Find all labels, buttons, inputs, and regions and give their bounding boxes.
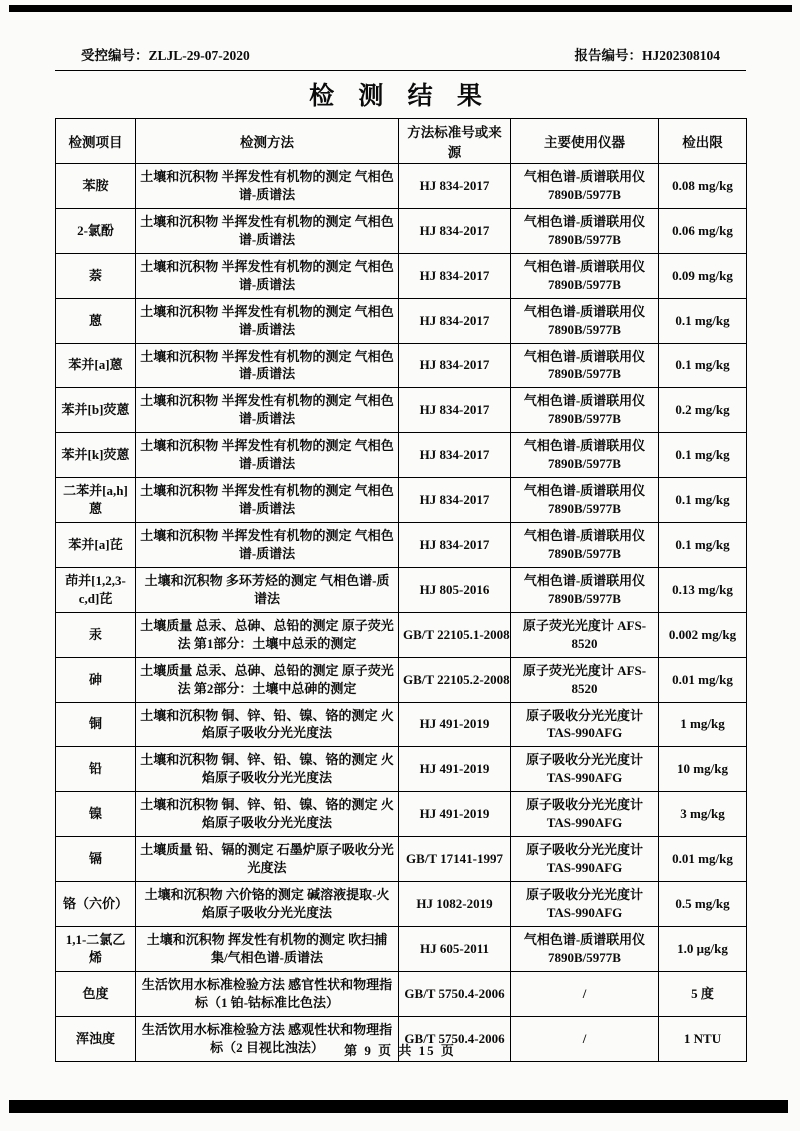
cell-item: 萘 [56,253,136,298]
cell-instrument: 原子吸收分光光度计 TAS-990AFG [511,792,659,837]
cell-standard: HJ 834-2017 [399,388,511,433]
cell-standard: GB/T 22105.1-2008 [399,612,511,657]
cell-instrument: / [511,1016,659,1061]
cell-limit: 0.002 mg/kg [659,612,747,657]
cell-method: 土壤和沉积物 挥发性有机物的测定 吹扫捕集/气相色谱-质谱法 [136,926,399,971]
cell-item: 色度 [56,971,136,1016]
table-row [56,702,747,747]
cell-standard: HJ 805-2016 [399,567,511,612]
cell-limit: 5 度 [659,971,747,1016]
cell-standard: GB/T 5750.4-2006 [399,971,511,1016]
cell-standard: HJ 605-2011 [399,926,511,971]
cell-instrument: 原子吸收分光光度计 TAS-990AFG [511,702,659,747]
cell-limit: 0.13 mg/kg [659,567,747,612]
cell-limit: 0.06 mg/kg [659,208,747,253]
cell-method: 土壤和沉积物 铜、锌、铅、镍、铬的测定 火焰原子吸收分光光度法 [136,792,399,837]
scan-artifact-top-bar [9,5,792,12]
report-number [574,44,720,64]
cell-limit: 0.1 mg/kg [659,298,747,343]
cell-standard: HJ 834-2017 [399,253,511,298]
cell-limit: 0.01 mg/kg [659,837,747,882]
cell-limit: 0.1 mg/kg [659,478,747,523]
cell-item: 砷 [56,657,136,702]
table-row [56,657,747,702]
table-row [56,343,747,388]
cell-method: 土壤和沉积物 半挥发性有机物的测定 气相色谱-质谱法 [136,253,399,298]
cell-standard: GB/T 17141-1997 [399,837,511,882]
cell-instrument: 气相色谱-质谱联用仪 7890B/5977B [511,343,659,388]
table-row [56,298,747,343]
column-header-instrument: 主要使用仪器 [511,119,659,164]
cell-standard: HJ 834-2017 [399,478,511,523]
cell-instrument: 原子吸收分光光度计 TAS-990AFG [511,747,659,792]
cell-limit: 0.01 mg/kg [659,657,747,702]
cell-instrument: 气相色谱-质谱联用仪 7890B/5977B [511,567,659,612]
column-header-standard: 方法标准号或来源 [399,119,511,164]
results-table-body [56,164,747,1062]
page-number-footer: 第 9 页 共 15 页 [344,1043,456,1058]
controlled-number-value: ZLJL-29-07-2020 [148,48,250,63]
cell-item: 苯并[b]荧蒽 [56,388,136,433]
table-row [56,882,747,927]
cell-item: 铜 [56,702,136,747]
cell-method: 土壤和沉积物 铜、锌、铅、镍、铬的测定 火焰原子吸收分光光度法 [136,702,399,747]
cell-method: 土壤和沉积物 半挥发性有机物的测定 气相色谱-质谱法 [136,388,399,433]
cell-method: 土壤质量 铅、镉的测定 石墨炉原子吸收分光光度法 [136,837,399,882]
report-number-label: 报告编号： [574,48,642,63]
cell-method: 土壤质量 总汞、总砷、总铅的测定 原子荧光法 第2部分：土壤中总砷的测定 [136,657,399,702]
cell-limit: 0.2 mg/kg [659,388,747,433]
table-row [56,747,747,792]
cell-method: 土壤和沉积物 半挥发性有机物的测定 气相色谱-质谱法 [136,208,399,253]
table-row [56,523,747,568]
cell-standard: GB/T 5750.4-2006 [399,1016,511,1061]
cell-method: 土壤和沉积物 半挥发性有机物的测定 气相色谱-质谱法 [136,343,399,388]
cell-limit: 1.0 μg/kg [659,926,747,971]
cell-limit: 0.1 mg/kg [659,523,747,568]
table-header-row [56,119,747,164]
cell-method: 土壤和沉积物 半挥发性有机物的测定 气相色谱-质谱法 [136,523,399,568]
cell-instrument: 气相色谱-质谱联用仪 7890B/5977B [511,253,659,298]
cell-standard: HJ 834-2017 [399,523,511,568]
table-row [56,164,747,209]
table-row [56,612,747,657]
cell-instrument: 原子荧光光度计 AFS-8520 [511,612,659,657]
cell-item: 苯并[a]芘 [56,523,136,568]
cell-limit: 0.1 mg/kg [659,433,747,478]
cell-instrument: 气相色谱-质谱联用仪 7890B/5977B [511,478,659,523]
table-row [56,208,747,253]
table-row [56,926,747,971]
cell-item: 苯并[k]荧蒽 [56,433,136,478]
cell-instrument: 气相色谱-质谱联用仪 7890B/5977B [511,164,659,209]
cell-item: 苯胺 [56,164,136,209]
cell-method: 土壤和沉积物 半挥发性有机物的测定 气相色谱-质谱法 [136,433,399,478]
cell-item: 1,1-二氯乙烯 [56,926,136,971]
cell-item: 浑浊度 [56,1016,136,1061]
cell-standard: HJ 834-2017 [399,433,511,478]
table-row [56,433,747,478]
cell-method: 土壤和沉积物 多环芳烃的测定 气相色谱-质谱法 [136,567,399,612]
cell-limit: 10 mg/kg [659,747,747,792]
column-header-item: 检测项目 [56,119,136,164]
cell-method: 土壤和沉积物 半挥发性有机物的测定 气相色谱-质谱法 [136,298,399,343]
cell-method: 土壤和沉积物 半挥发性有机物的测定 气相色谱-质谱法 [136,164,399,209]
cell-method: 土壤和沉积物 半挥发性有机物的测定 气相色谱-质谱法 [136,478,399,523]
cell-limit: 1 mg/kg [659,702,747,747]
cell-item: 茚并[1,2,3-c,d]芘 [56,567,136,612]
document-meta-header [55,44,746,71]
cell-method: 生活饮用水标准检验方法 感官性状和物理指标（1 铂-钴标准比色法） [136,971,399,1016]
cell-standard: HJ 834-2017 [399,208,511,253]
cell-standard: HJ 491-2019 [399,792,511,837]
results-table [55,118,747,1062]
cell-instrument: 气相色谱-质谱联用仪 7890B/5977B [511,388,659,433]
cell-limit: 1 NTU [659,1016,747,1061]
cell-standard: HJ 834-2017 [399,164,511,209]
cell-standard: GB/T 22105.2-2008 [399,657,511,702]
cell-item: 苯并[a]蒽 [56,343,136,388]
table-row [56,792,747,837]
cell-method: 土壤和沉积物 六价铬的测定 碱溶液提取-火焰原子吸收分光光度法 [136,882,399,927]
cell-standard: HJ 1082-2019 [399,882,511,927]
cell-instrument: 原子吸收分光光度计 TAS-990AFG [511,882,659,927]
column-header-method: 检测方法 [136,119,399,164]
cell-instrument: 气相色谱-质谱联用仪 7890B/5977B [511,523,659,568]
cell-item: 汞 [56,612,136,657]
cell-method: 土壤和沉积物 铜、锌、铅、镍、铬的测定 火焰原子吸收分光光度法 [136,747,399,792]
scan-artifact-bottom-bar [9,1100,788,1113]
table-row [56,837,747,882]
cell-item: 蒽 [56,298,136,343]
cell-method: 土壤质量 总汞、总砷、总铅的测定 原子荧光法 第1部分：土壤中总汞的测定 [136,612,399,657]
cell-limit: 0.08 mg/kg [659,164,747,209]
cell-standard: HJ 834-2017 [399,343,511,388]
cell-standard: HJ 491-2019 [399,702,511,747]
cell-method: 生活饮用水标准检验方法 感观性状和物理指标（2 目视比浊法） [136,1016,399,1061]
table-row [56,253,747,298]
cell-instrument: / [511,971,659,1016]
table-row [56,388,747,433]
cell-instrument: 气相色谱-质谱联用仪 7890B/5977B [511,208,659,253]
cell-standard: HJ 491-2019 [399,747,511,792]
table-row [56,478,747,523]
controlled-number-label: 受控编号： [81,48,149,63]
column-header-limit: 检出限 [659,119,747,164]
cell-item: 镉 [56,837,136,882]
cell-limit: 3 mg/kg [659,792,747,837]
cell-item: 2-氯酚 [56,208,136,253]
cell-limit: 0.5 mg/kg [659,882,747,927]
cell-limit: 0.09 mg/kg [659,253,747,298]
cell-item: 二苯并[a,h]蒽 [56,478,136,523]
cell-limit: 0.1 mg/kg [659,343,747,388]
cell-instrument: 气相色谱-质谱联用仪 7890B/5977B [511,926,659,971]
cell-instrument: 气相色谱-质谱联用仪 7890B/5977B [511,433,659,478]
cell-standard: HJ 834-2017 [399,298,511,343]
cell-instrument: 原子荧光光度计 AFS-8520 [511,657,659,702]
cell-instrument: 气相色谱-质谱联用仪 7890B/5977B [511,298,659,343]
table-row [56,971,747,1016]
cell-instrument: 原子吸收分光光度计 TAS-990AFG [511,837,659,882]
table-row [56,567,747,612]
cell-item: 铬（六价） [56,882,136,927]
page-title: 检 测 结 果 [309,83,491,110]
controlled-number [81,44,250,64]
cell-item: 铅 [56,747,136,792]
cell-item: 镍 [56,792,136,837]
report-number-value: HJ202308104 [641,48,720,63]
